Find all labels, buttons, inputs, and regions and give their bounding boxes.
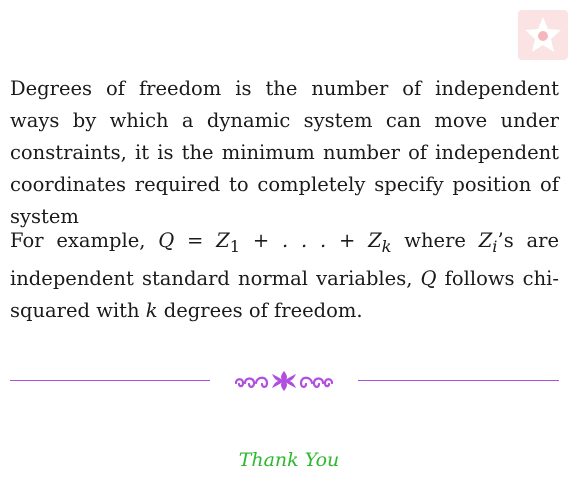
thank-you-text: Thank You xyxy=(238,449,340,471)
star-logo-icon xyxy=(518,10,568,60)
formula-q: Q = Z xyxy=(158,229,230,252)
degrees-of-freedom-definition: Degrees of freedom is the number of independent ways by which a dynamic system can move under constraints, it is the minimum number of independent coordinates required to completely specify position of system xyxy=(10,77,559,228)
chi-squared-example: For example, $Q = Z_1$ + . . . + $Z_k$ where $Z_i’s$ are independent standard normal variables, Q follows chi-squared with k degrees of freedom. xyxy=(10,229,559,322)
divider-rule-right xyxy=(358,380,559,381)
section-divider xyxy=(10,370,559,392)
fleuron-ornament-icon xyxy=(232,370,336,392)
divider-rule-left xyxy=(10,380,210,381)
